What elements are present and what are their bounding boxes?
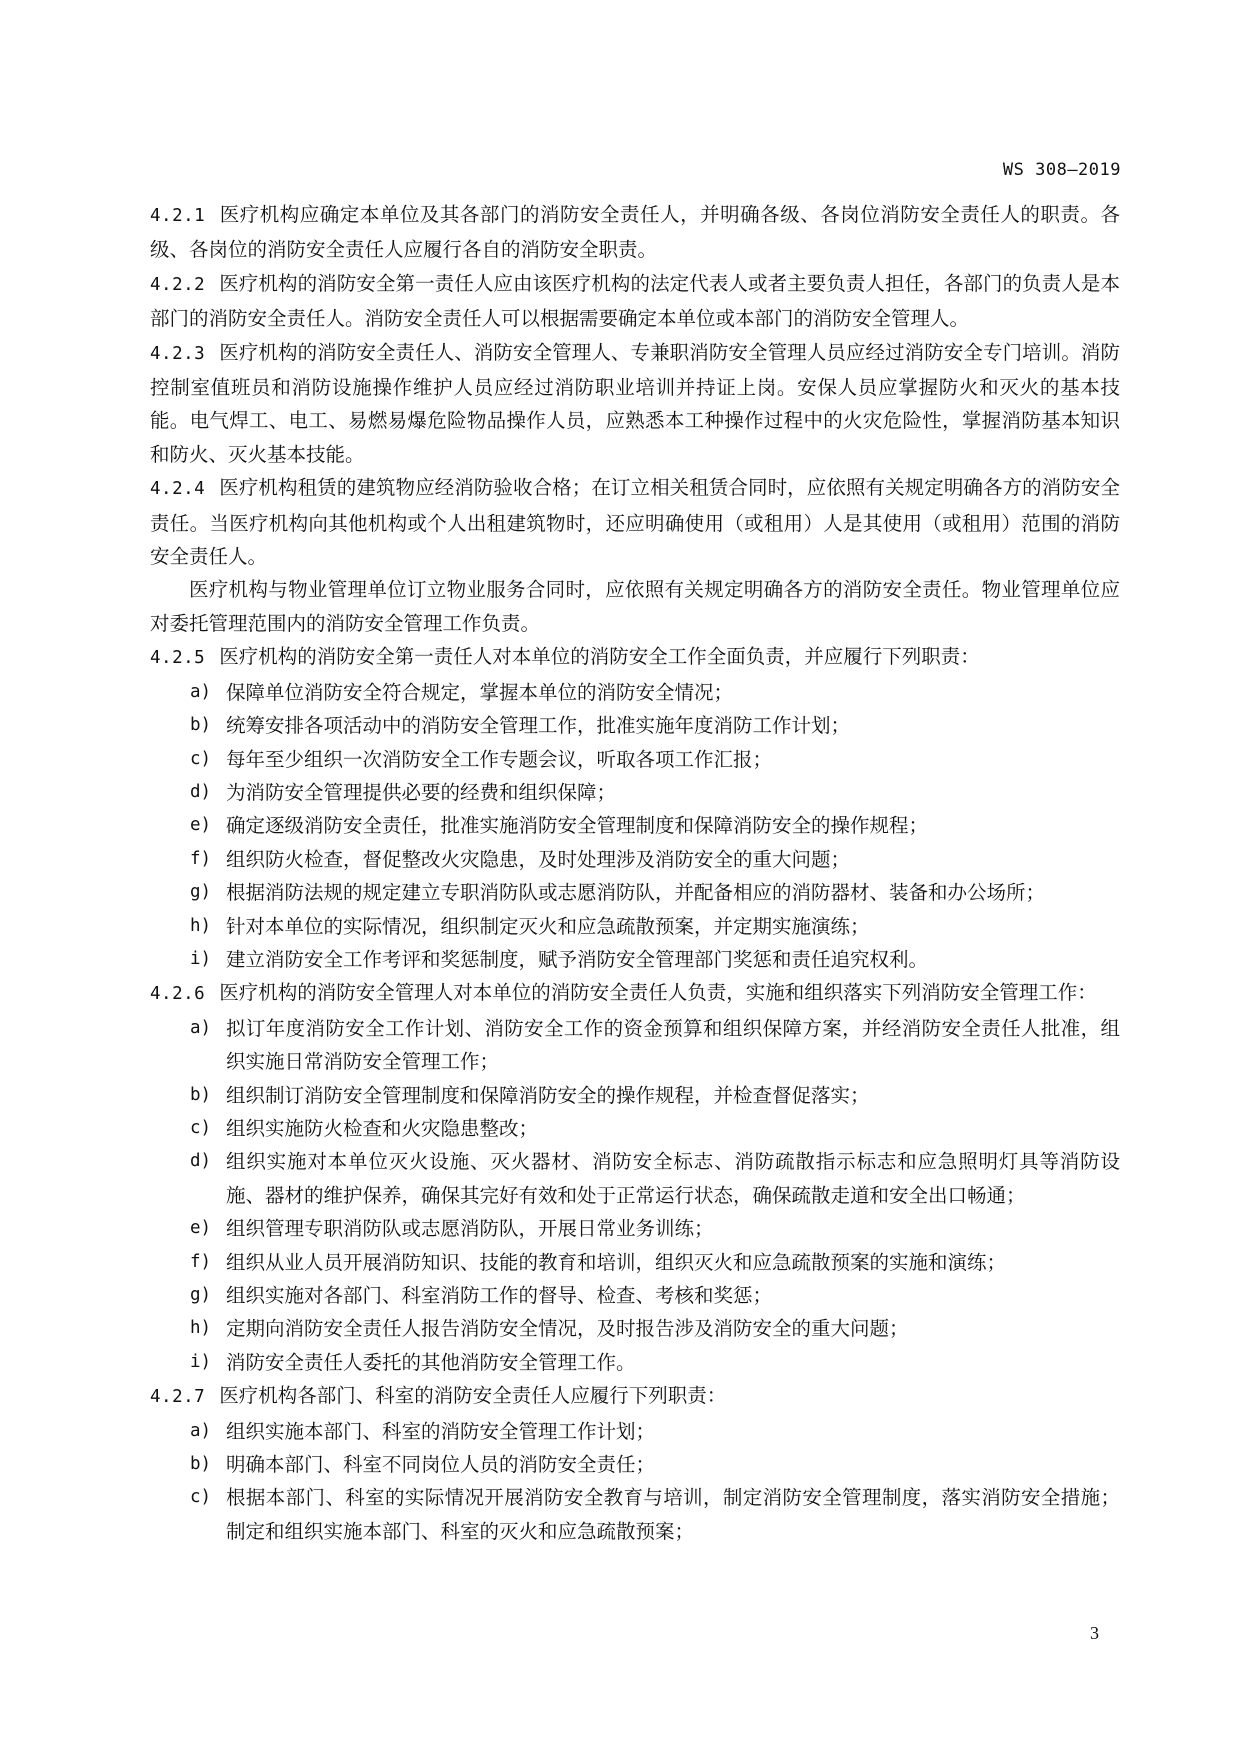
clause-number: 4.2.5 xyxy=(150,648,206,669)
list-item-text: 定期向消防安全责任人报告消防安全情况，及时报告涉及消防安全的重大问题； xyxy=(226,1317,909,1341)
list-marker: a) xyxy=(190,681,212,702)
list-marker: e) xyxy=(190,815,212,836)
list-marker: c) xyxy=(190,1487,212,1508)
list-item xyxy=(190,1112,1120,1145)
list-marker: d) xyxy=(190,781,212,802)
list-marker: c) xyxy=(190,748,212,769)
list-marker: a) xyxy=(190,1017,212,1038)
clause-4-2-4-paragraph-2: 医疗机构与物业管理单位订立物业服务合同时，应依照有关规定明确各方的消防安全责任。物业管理单位应对委托管理范围内的消防安全管理工作负责。 xyxy=(150,578,1120,635)
list-marker: f) xyxy=(190,1251,212,1272)
list-item xyxy=(190,776,1120,809)
clause-text: 医疗机构租赁的建筑物应经消防验收合格；在订立相关租赁合同时，应依照有关规定明确各方的消防安全责任。当医疗机构向其他机构或个人出租建筑物时，还应明确使用（或租用）人是其使用（或租用）范围的消防安全责任人。 xyxy=(150,476,1120,569)
list-item-text: 建立消防安全工作考评和奖惩制度，赋予消防安全管理部门奖惩和责任追究权利。 xyxy=(226,947,929,971)
list-item-text: 针对本单位的实际情况，组织制定灭火和应急疏散预案，并定期实施演练； xyxy=(226,914,870,938)
list-marker: f) xyxy=(190,848,212,869)
clause-4-2-3 xyxy=(150,336,1120,472)
list-item xyxy=(190,709,1120,742)
list-item xyxy=(190,876,1120,909)
list-item xyxy=(190,1012,1120,1079)
list-marker: i) xyxy=(190,948,212,969)
list-item-text: 根据本部门、科室的实际情况开展消防安全教育与培训，制定消防安全管理制度，落实消防安全措施；制定和组织实施本部门、科室的灭火和应急疏散预案； xyxy=(226,1486,1120,1543)
list-item xyxy=(190,676,1120,709)
clause-text: 医疗机构的消防安全第一责任人对本单位的消防安全工作全面负责，并应履行下列职责： xyxy=(219,645,980,669)
clause-4-2-1 xyxy=(150,198,1120,267)
list-item-text: 组织实施防火检查和火灾隐患整改； xyxy=(226,1116,539,1140)
list-marker: d) xyxy=(190,1151,212,1172)
clause-4-2-5 xyxy=(150,640,1120,675)
list-item xyxy=(190,943,1120,976)
list-item xyxy=(190,1246,1120,1279)
list-item xyxy=(190,843,1120,876)
clause-text: 医疗机构应确定本单位及其各部门的消防安全责任人，并明确各级、各岗位消防安全责任人的职责。各级、各岗位的消防安全责任人应履行各自的消防安全职责。 xyxy=(150,203,1120,262)
page-number: 3 xyxy=(1090,1623,1099,1643)
clause-number: 4.2.7 xyxy=(150,1387,206,1408)
document-body xyxy=(150,198,1120,1548)
list-marker: h) xyxy=(190,1318,212,1339)
list-item-text: 组织管理专职消防队或志愿消防队，开展日常业务训练； xyxy=(226,1217,714,1241)
list-item-text: 根据消防法规的规定建立专职消防队或志愿消防队，并配备相应的消防器材、装备和办公场所； xyxy=(226,881,1046,905)
list-item xyxy=(190,1312,1120,1345)
clause-number: 4.2.2 xyxy=(150,274,206,295)
list-item xyxy=(190,1346,1120,1379)
document-code: WS 308—2019 xyxy=(1002,160,1121,180)
list-marker: i) xyxy=(190,1351,212,1372)
clause-text: 医疗机构的消防安全第一责任人应由该医疗机构的法定代表人或者主要负责人担任，各部门的负责人是本部门的消防安全责任人。消防安全责任人可以根据需要确定本单位或本部门的消防安全管理人。 xyxy=(150,271,1120,331)
list-item xyxy=(190,1145,1120,1212)
list-item-text: 组织防火检查，督促整改火灾隐患，及时处理涉及消防安全的重大问题； xyxy=(226,847,851,871)
clause-4-2-4 xyxy=(150,471,1120,573)
list-item-text: 组织从业人员开展消防知识、技能的教育和培训，组织灭火和应急疏散预案的实施和演练； xyxy=(226,1250,1007,1274)
list-item-text: 为消防安全管理提供必要的经费和组织保障； xyxy=(226,780,617,804)
clause-text: 医疗机构的消防安全责任人、消防安全管理人、专兼职消防安全管理人员应经过消防安全专门培训。消防控制室值班员和消防设施操作维护人员应经过消防职业培训并持证上岗。安保人员应掌握防火和灭火的基本技能。电气焊工、电工、易燃易爆危险物品操作人员，应熟悉本工种操作过程中的火灾危险性，掌握消防基本知识和防火、灭火基本技能。 xyxy=(150,340,1120,466)
list-item xyxy=(190,809,1120,842)
list-marker: h) xyxy=(190,915,212,936)
list-marker: a) xyxy=(190,1420,212,1441)
clause-number: 4.2.1 xyxy=(150,206,206,226)
list-item-text: 拟订年度消防安全工作计划、消防安全工作的资金预算和组织保障方案，并经消防安全责任人批准，组织实施日常消防安全管理工作； xyxy=(226,1016,1120,1074)
clause-4-2-5-list xyxy=(150,676,1120,977)
clause-number: 4.2.3 xyxy=(150,343,206,364)
list-marker: b) xyxy=(190,1454,212,1475)
list-item xyxy=(190,1212,1120,1245)
list-item-text: 统筹安排各项活动中的消防安全管理工作，批准实施年度消防工作计划； xyxy=(226,714,851,738)
list-item-text: 消防安全责任人委托的其他消防安全管理工作。 xyxy=(226,1350,636,1374)
list-item-text: 每年至少组织一次消防安全工作专题会议，听取各项工作汇报； xyxy=(226,747,773,771)
list-item xyxy=(190,1415,1120,1448)
clause-text: 医疗机构的消防安全管理人对本单位的消防安全责任人负责，实施和组织落实下列消防安全管理工作： xyxy=(219,981,1097,1005)
list-item-text: 组织制订消防安全管理制度和保障消防安全的操作规程，并检查督促落实； xyxy=(226,1083,870,1107)
clause-number: 4.2.4 xyxy=(150,479,206,500)
list-item xyxy=(190,1481,1120,1548)
list-item-text: 保障单位消防安全符合规定，掌握本单位的消防安全情况； xyxy=(226,680,734,704)
clause-4-2-7 xyxy=(150,1379,1120,1414)
clause-4-2-2 xyxy=(150,267,1120,336)
list-marker: e) xyxy=(190,1218,212,1239)
list-item-text: 组织实施对各部门、科室消防工作的督导、检查、考核和奖惩； xyxy=(226,1284,773,1307)
clause-number: 4.2.6 xyxy=(150,984,206,1005)
list-item-text: 组织实施本部门、科室的消防安全管理工作计划； xyxy=(226,1419,656,1443)
clause-4-2-7-list xyxy=(150,1415,1120,1549)
list-marker: g) xyxy=(190,1285,212,1305)
list-item xyxy=(190,743,1120,776)
list-item-text: 确定逐级消防安全责任，批准实施消防安全管理制度和保障消防安全的操作规程； xyxy=(226,814,929,838)
clause-text: 医疗机构各部门、科室的消防安全责任人应履行下列职责： xyxy=(219,1384,727,1408)
list-marker: c) xyxy=(190,1117,212,1138)
clause-4-2-6 xyxy=(150,976,1120,1011)
list-item xyxy=(190,1279,1120,1312)
list-item xyxy=(190,910,1120,943)
list-item xyxy=(190,1079,1120,1112)
list-marker: b) xyxy=(190,1084,212,1105)
list-item xyxy=(190,1448,1120,1481)
list-marker: g) xyxy=(190,882,212,903)
list-item-text: 明确本部门、科室不同岗位人员的消防安全责任； xyxy=(226,1453,656,1477)
list-item-text: 组织实施对本单位灭火设施、灭火器材、消防安全标志、消防疏散指示标志和应急照明灯具等消防设施、器材的维护保养，确保其完好有效和处于正常运行状态，确保疏散走道和安全出口畅通； xyxy=(226,1150,1120,1207)
list-marker: b) xyxy=(190,715,212,736)
clause-4-2-6-list xyxy=(150,1012,1120,1379)
